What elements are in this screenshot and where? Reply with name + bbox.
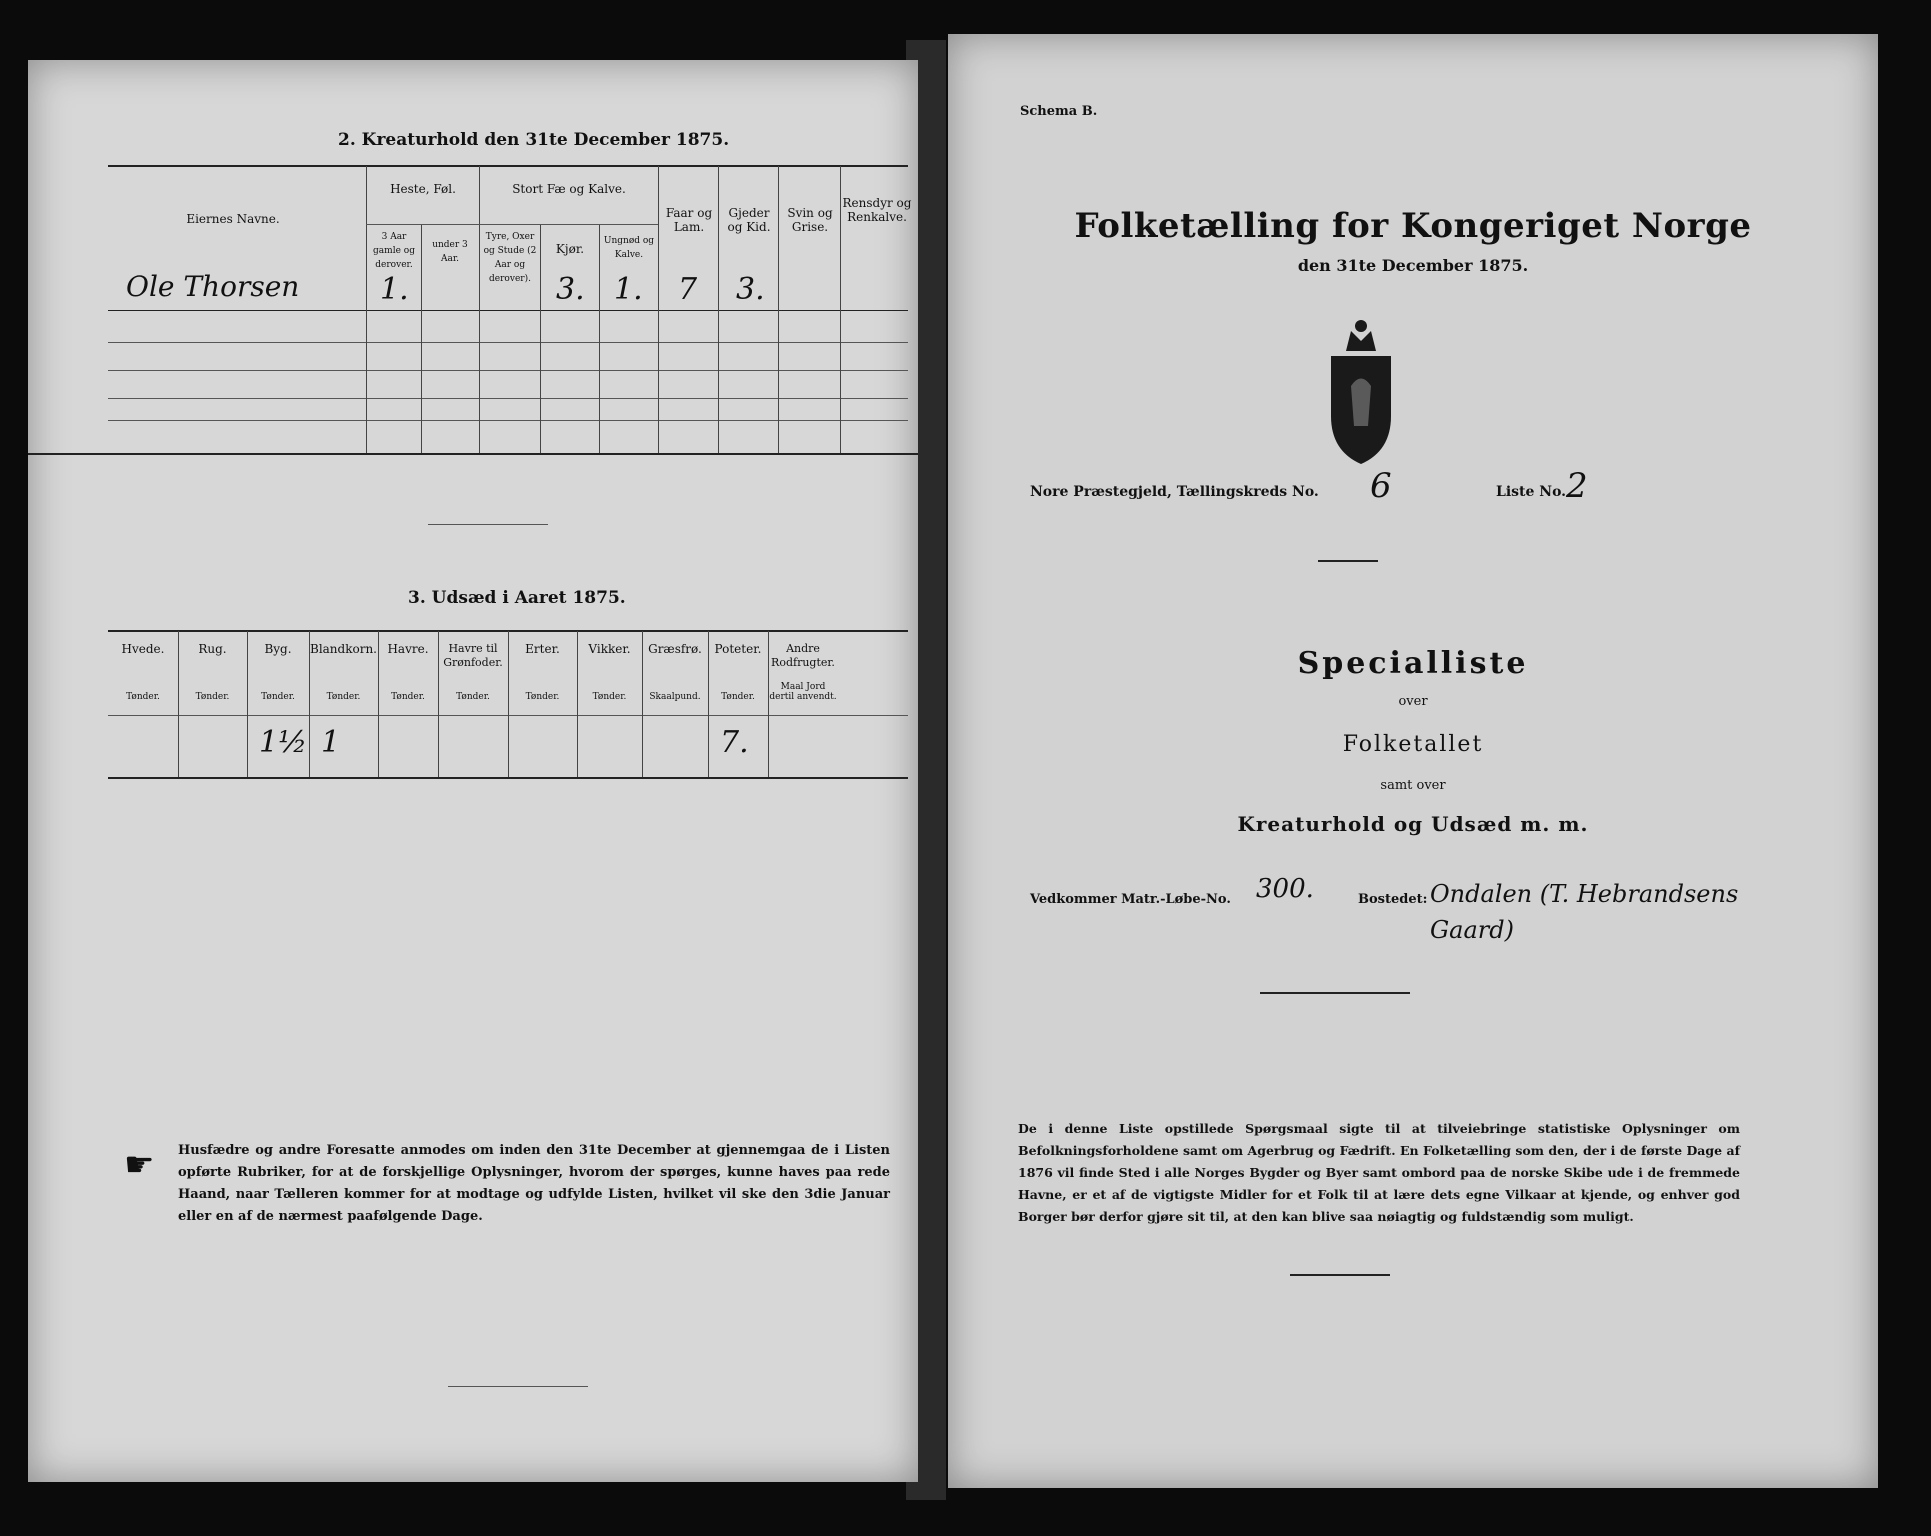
divider: [1260, 992, 1410, 994]
notice-text: Husfædre og andre Foresatte anmodes om inden den 31te December at gjennemgaa de i Listen opførte Rubriker, for at de forskjellige Oplysninger, hvorom der spørges, kunne haves paa rede Haand, naar Tælleren kommer for at modtage og udfylde Listen, hvilket vil ske den 3die Januar eller en af de nærmest paafølgende Dage.: [178, 1143, 890, 1224]
main-date: den 31te December 1875.: [1297, 256, 1529, 275]
left-page: [28, 60, 918, 1482]
section3-title: 3. Udsæd i Aaret 1875.: [408, 588, 626, 608]
table2-bottom-rule: [28, 453, 918, 455]
parish-label: Nore Præstegjeld, Tællingskreds No.: [1030, 484, 1319, 500]
footer-text: De i denne Liste opstillede Spørgsmaal sigte til at tilveiebringe statistiske Oplysninger om Befolkningsforholdene samt om Agerbrug og Fædrift. En Folketælling som den, der i de første Dage af 1876 vil finde Sted i alle Norges Bygder og Byer samt ombord paa de norske Skibe ude i de fremmede Havne, er et af de vigtigste Midler for et Folk til at lære dets egne Vilkaar at kjende, og enhver god Borger bør derfor gjøre sit til, at den kan blive saa nøiagtig og fuldstændig som muligt.: [1018, 1121, 1740, 1224]
row-cows: 3.: [556, 272, 585, 307]
header-bulls: Tyre, Oxer og Stude (2 Aar og derover).: [483, 232, 537, 284]
table2-col-line: [540, 224, 541, 453]
norway-coat-of-arms-icon: [1316, 316, 1406, 466]
right-page: [948, 34, 1878, 1488]
table3-header: Græsfrø.: [648, 642, 702, 656]
divider: [448, 1386, 588, 1387]
table3-value: 7.: [720, 725, 749, 760]
table2-col-line: [479, 166, 480, 453]
table2-top-rule: [108, 165, 908, 167]
table3-header: Andre Rodfrugter.: [771, 642, 835, 669]
header-pigs: Svin og Grise.: [787, 206, 833, 234]
schema-label: Schema B.: [1020, 104, 1098, 119]
header-sheep: Faar og Lam.: [665, 206, 713, 234]
table3-header: Erter.: [525, 642, 560, 656]
divider: [1318, 560, 1378, 562]
table3-unit: Maal Jord dertil anvendt.: [769, 682, 837, 702]
parish-number: 6: [1370, 466, 1392, 506]
table3-bottom-rule: [108, 777, 908, 779]
over-text: over: [1398, 694, 1428, 709]
table3-header: Blandkorn.: [310, 642, 377, 656]
divider: [428, 524, 548, 525]
table2-header-rule: [108, 310, 908, 311]
table3-unit: Skaalpund.: [649, 692, 701, 702]
table3-unit: Tønder.: [126, 692, 160, 702]
header-cows: Kjør.: [555, 242, 585, 256]
table3-unit: Tønder.: [456, 692, 490, 702]
table2-subheader-rule: [366, 224, 658, 225]
pointing-hand-icon: ☛: [124, 1145, 155, 1185]
table2-col-line: [778, 166, 779, 453]
table3-header: Poteter.: [714, 642, 762, 656]
header-goats: Gjeder og Kid.: [727, 206, 771, 234]
divider: [1290, 1274, 1390, 1276]
table3-unit: Tønder.: [195, 692, 230, 702]
table2-row-rule: [108, 342, 908, 343]
bosted-label: Bostedet:: [1358, 892, 1428, 907]
row-horses-3plus: 1.: [380, 272, 409, 307]
table3-unit: Tønder.: [721, 692, 755, 702]
table2-col-line: [658, 166, 659, 453]
table3-value: 1½: [259, 725, 308, 760]
table2-row-rule: [108, 420, 908, 421]
list-label: Liste No.: [1496, 484, 1567, 500]
table2-row-rule: [108, 370, 908, 371]
table3-header: Vikker.: [588, 642, 631, 656]
table3-header: Hvede.: [121, 642, 165, 656]
row-goats: 3.: [736, 272, 765, 307]
row-sheep: 7: [678, 272, 698, 307]
table3-unit: Tønder.: [391, 692, 425, 702]
list-number: 2: [1566, 466, 1588, 506]
samt-over-text: samt over: [1380, 778, 1446, 793]
table2-col-line: [718, 166, 719, 453]
header-young: Ungnød og Kalve.: [603, 236, 655, 260]
table3-value: 1: [321, 725, 341, 760]
table2-col-line: [366, 166, 367, 453]
table3-unit: Tønder.: [592, 692, 627, 702]
row-young: 1.: [614, 272, 643, 307]
section2-title: 2. Kreaturhold den 31te December 1875.: [338, 130, 730, 150]
table3-header: Havre til Grønfoder.: [443, 642, 503, 669]
table3-unit: Tønder.: [525, 692, 560, 702]
folketallet-title: Folketallet: [1342, 732, 1484, 757]
specialliste-title: Specialliste: [1297, 646, 1529, 681]
table3-unit: Tønder.: [326, 692, 361, 702]
table3-header: Rug.: [198, 642, 227, 656]
header-reindeer: Rensdyr og Renkalve.: [842, 196, 912, 224]
bosted-value: Ondalen (T. Hebrandsens Gaard): [1430, 880, 1739, 944]
header-owner: Eiernes Navne.: [186, 212, 280, 226]
matr-label: Vedkommer Matr.-Løbe-No.: [1030, 892, 1231, 907]
row-owner-name: Ole Thorsen: [126, 270, 300, 303]
header-horses-under3: under 3 Aar.: [432, 240, 468, 264]
main-title: Folketælling for Kongeriget Norge: [1074, 206, 1752, 246]
table3-header: Byg.: [264, 642, 292, 656]
table3-unit: Tønder.: [261, 692, 295, 702]
table3-header: Havre.: [387, 642, 429, 656]
table2-col-line: [840, 166, 841, 453]
kreaturhold-title: Kreaturhold og Udsæd m. m.: [1237, 812, 1589, 836]
table2-row-rule: [108, 398, 908, 399]
header-horses: Heste, Føl.: [390, 182, 456, 196]
header-horses-3plus: 3 Aar gamle og derover.: [373, 232, 415, 270]
header-cattle: Stort Fæ og Kalve.: [512, 182, 626, 196]
matr-number: 300.: [1256, 874, 1314, 904]
